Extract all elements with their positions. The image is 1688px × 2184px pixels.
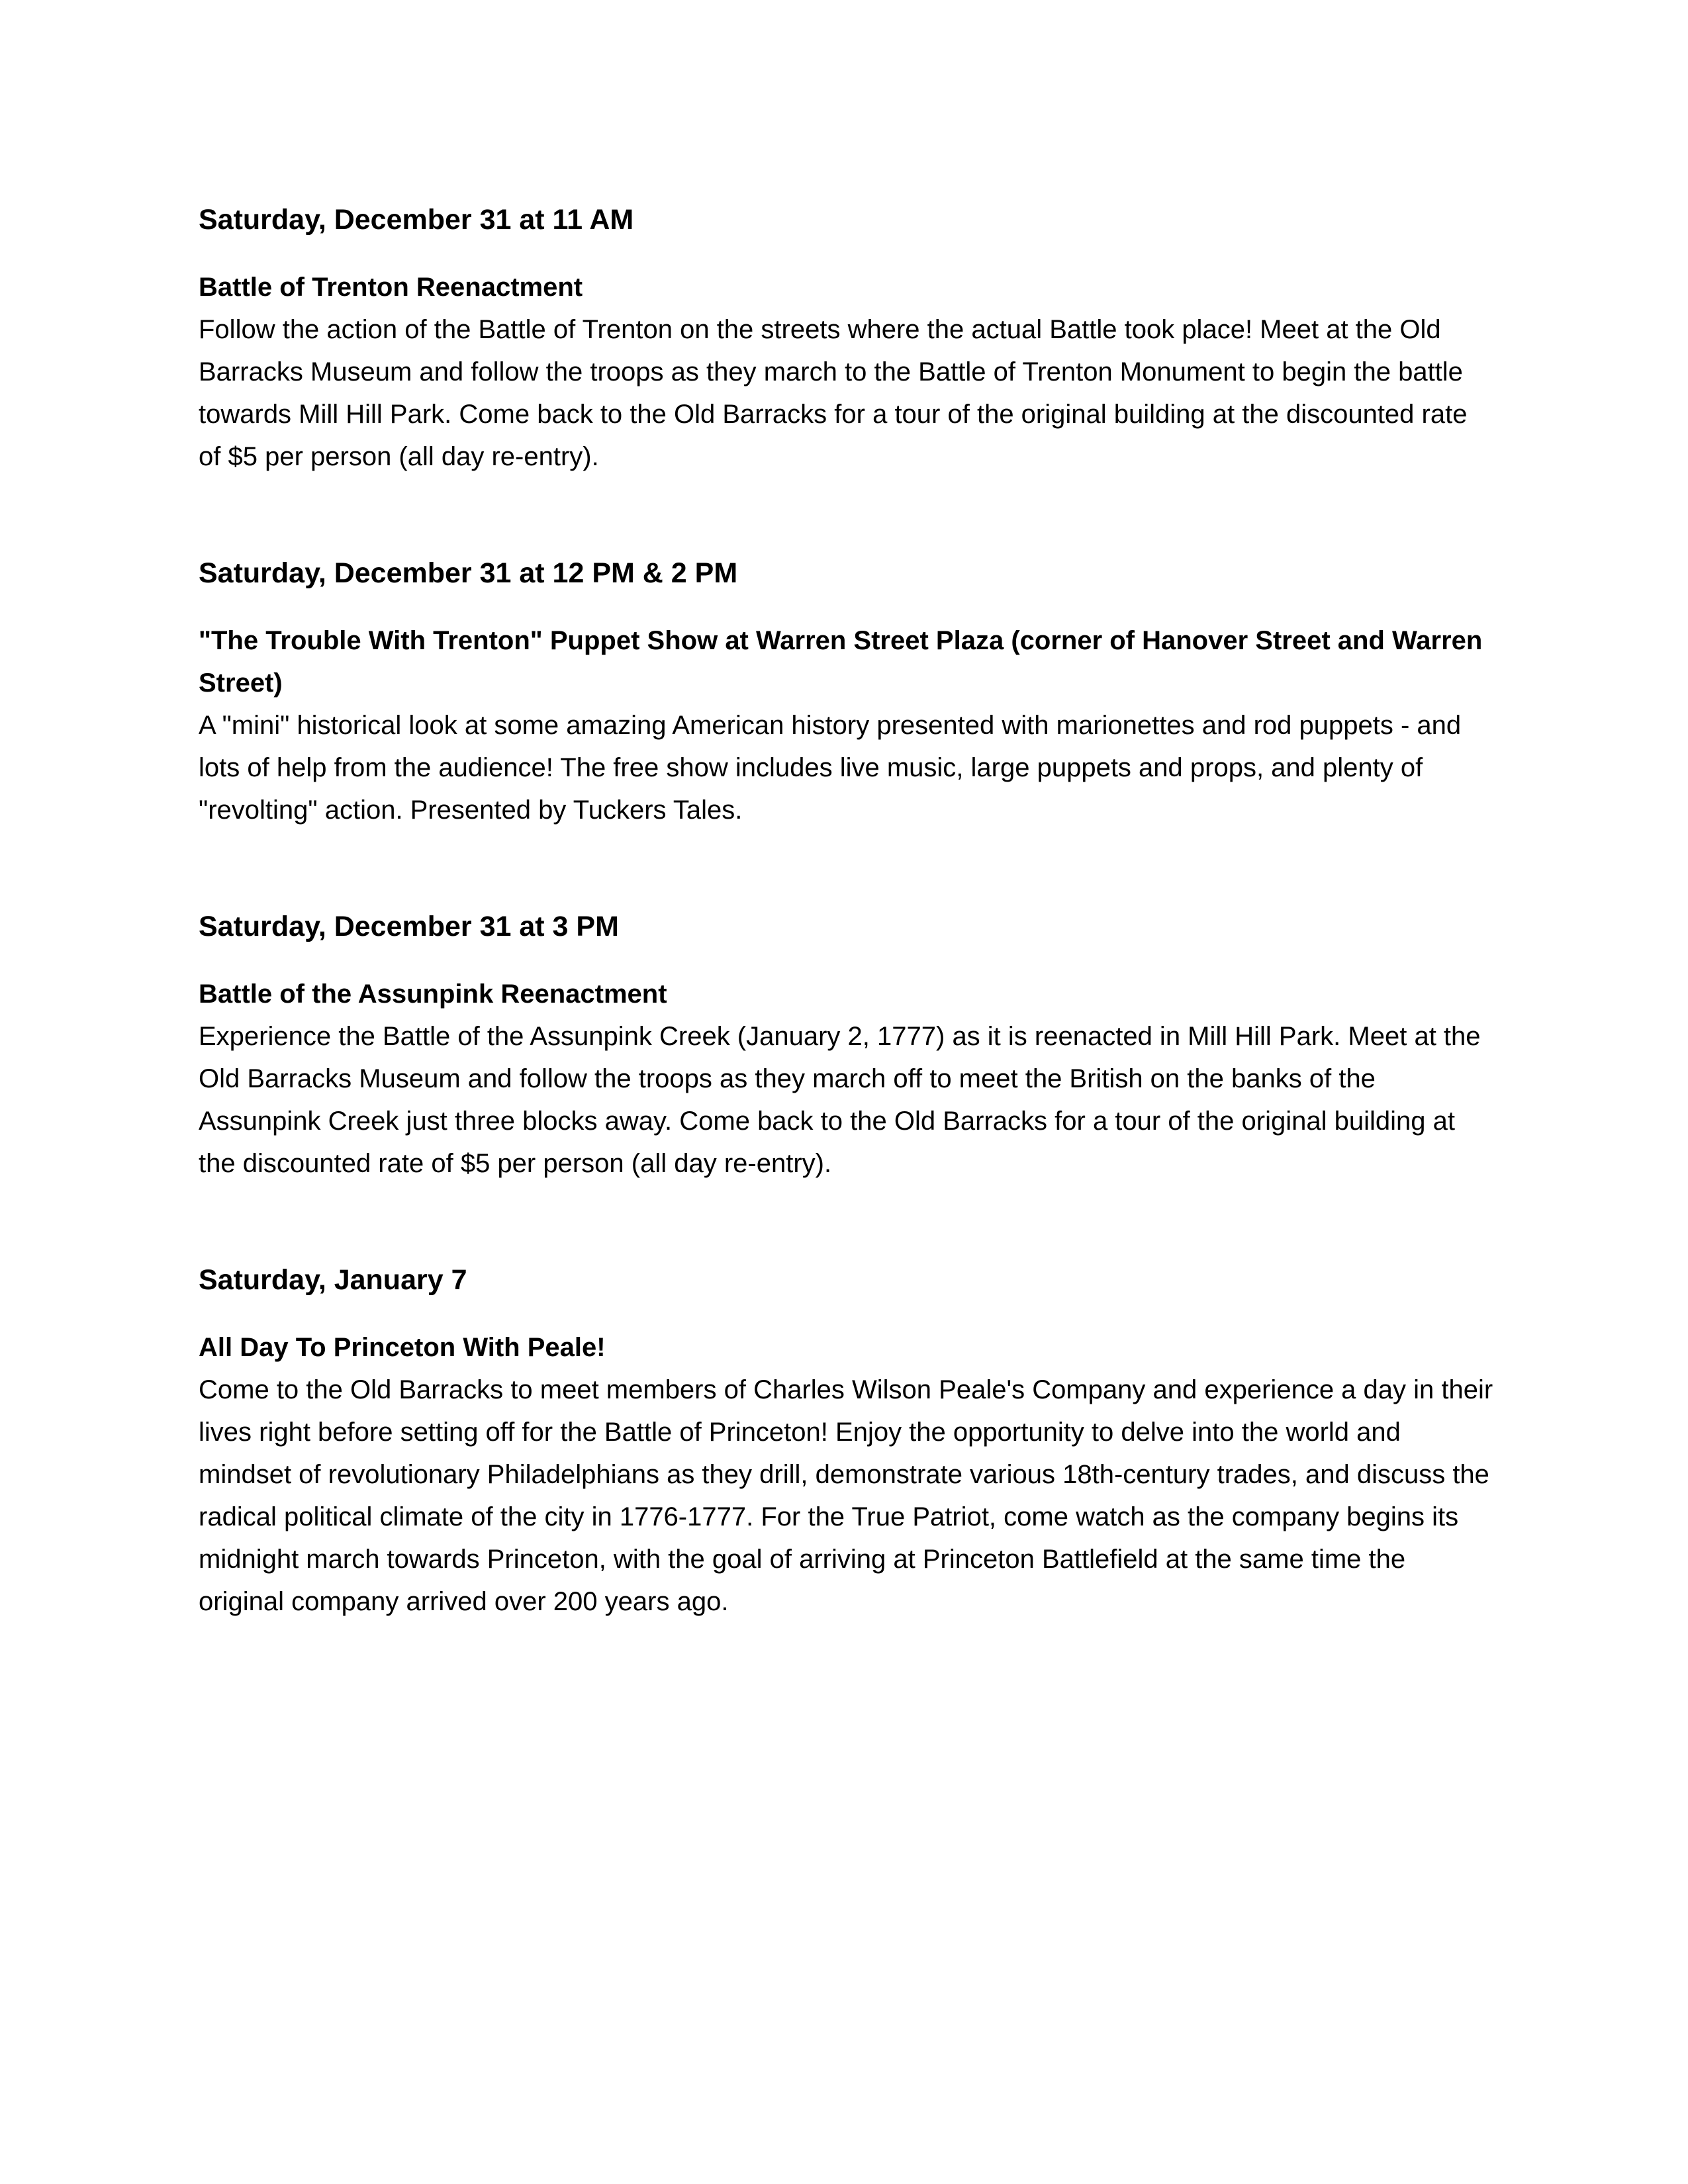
document-page (199, 199, 1496, 1697)
event-date: Saturday, December 31 at 3 PM (199, 911, 619, 942)
event-title: "The Trouble With Trenton" Puppet Show at Warren Street Plaza (corner of Hanover Street and Warren Street) (199, 626, 1483, 698)
event-title: Battle of Trenton Reenactment (199, 273, 583, 302)
event-date: Saturday, December 31 at 11 AM (199, 204, 634, 236)
event-title: Battle of the Assunpink Reenactment (199, 979, 667, 1009)
event-section (199, 905, 1496, 1185)
event-description: Come to the Old Barracks to meet members of Charles Wilson Peale's Company and experience a day in their lives right before setting off for the Battle of Princeton! Enjoy the opportunity to delve into the world and mindset of revolutionary Philadelphians as they drill, demonstrate various 18th-century trades, and discuss the radical political climate of the city in 1776-1777. For the True Patriot, come watch as the company begins its midnight march towards Princeton, with the goal of arriving at Princeton Battlefield at the same time the original company arrived over 200 years ago. (199, 1375, 1493, 1616)
event-description: Follow the action of the Battle of Trenton on the streets where the actual Battle took place! Meet at the Old Barracks Museum and follow the troops as they march to the Battle of Trenton Monument to begin the battle towards Mill Hill Park. Come back to the Old Barracks for a tour of the original building at the discounted rate of $5 per person (all day re-entry). (199, 315, 1468, 471)
event-description: A "mini" historical look at some amazing American history presented with marionettes and rod puppets - and lots of help from the audience! The free show includes live music, large puppets and props, and plenty of "revolting" action. Presented by Tuckers Tales. (199, 711, 1462, 825)
event-section (199, 199, 1496, 478)
event-section (199, 552, 1496, 831)
event-description: Experience the Battle of the Assunpink Creek (January 2, 1777) as it is reenacted in Mill Hill Park. Meet at the Old Barracks Museum and follow the troops as they march off to meet the British on the banks of the Assunpink Creek just three blocks away. Come back to the Old Barracks for a tour of the original building at the discounted rate of $5 per person (all day re-entry). (199, 1022, 1481, 1178)
event-section (199, 1259, 1496, 1623)
event-date: Saturday, January 7 (199, 1264, 467, 1296)
event-title: All Day To Princeton With Peale! (199, 1333, 606, 1362)
event-date: Saturday, December 31 at 12 PM & 2 PM (199, 557, 738, 589)
